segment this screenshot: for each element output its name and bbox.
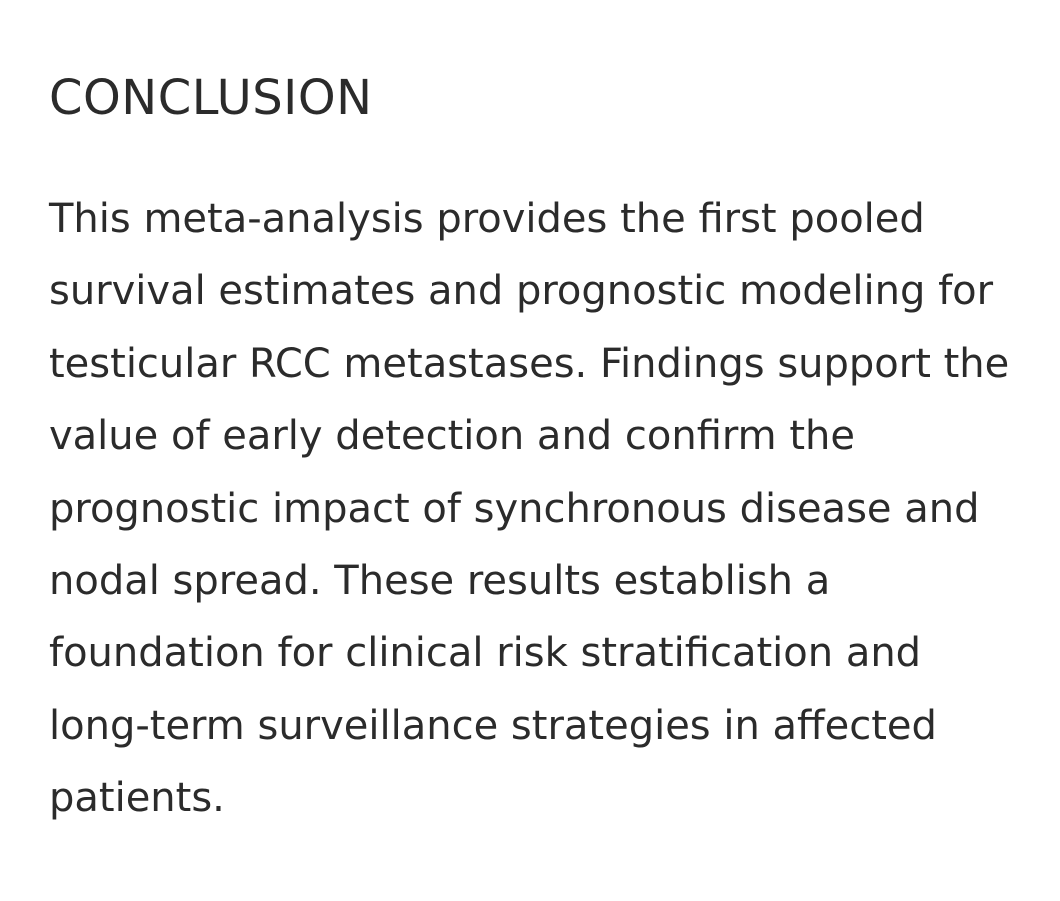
paragraph-line: prognostic impact of synchronous disease and xyxy=(49,485,980,532)
paragraph-line: testicular RCC metastases. Findings support the xyxy=(49,340,1010,387)
section-heading: CONCLUSION xyxy=(49,70,373,126)
paragraph-line: This meta-analysis provides the first pooled xyxy=(49,196,925,242)
paragraph-line: survival estimates and prognostic modeling for xyxy=(49,268,994,315)
paragraph-line: foundation for clinical risk stratification and xyxy=(49,630,922,677)
paragraph-line: value of early detection and confirm the xyxy=(49,413,855,460)
paragraph-line: patients. xyxy=(49,775,225,822)
paragraph-line: nodal spread. These results establish a xyxy=(49,558,831,605)
paragraph-line: long-term surveillance strategies in affected xyxy=(49,702,937,749)
conclusion-paragraph xyxy=(49,183,1009,835)
